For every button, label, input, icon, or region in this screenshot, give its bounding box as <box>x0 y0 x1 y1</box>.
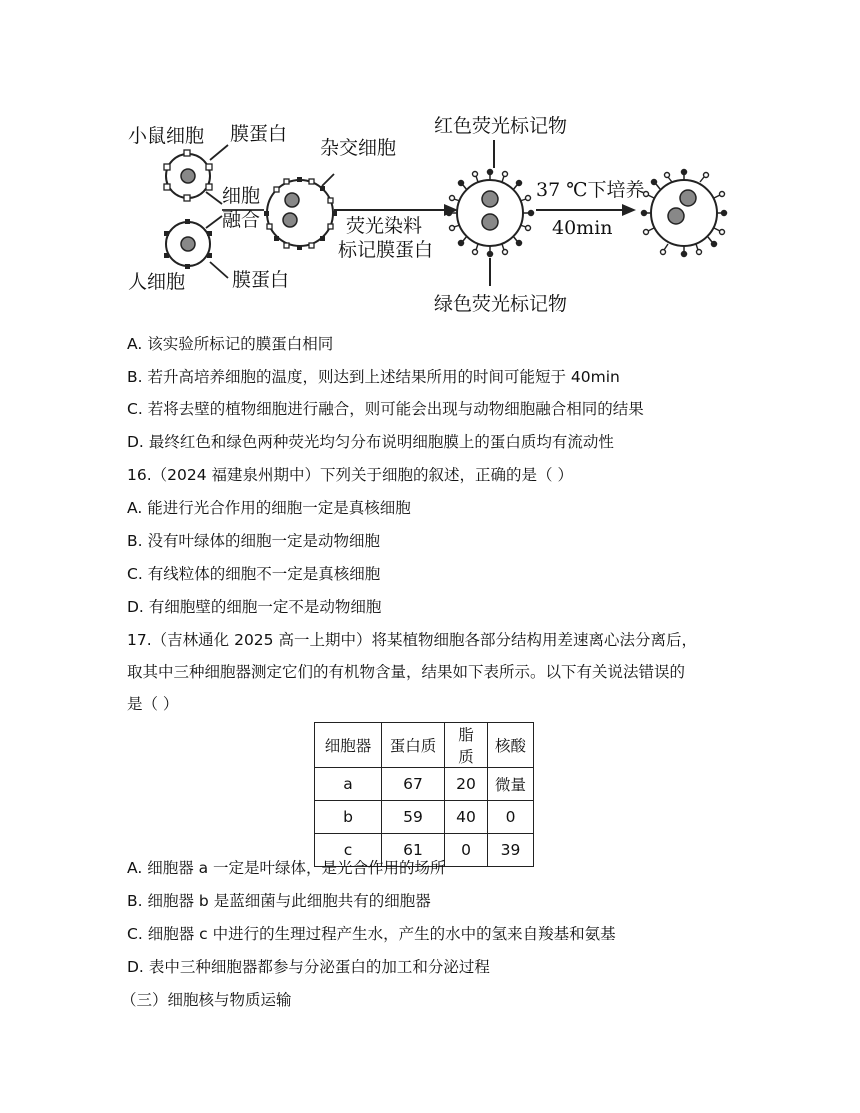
table-row <box>315 801 534 834</box>
q17-option-d-text: 表中三种细胞器都参与分泌蛋白的加工和分泌过程 <box>148 958 490 976</box>
fluorescent-dye-label-2: 标记膜蛋白 <box>338 239 434 261</box>
q15-option-d-letter: D. <box>127 433 144 451</box>
mouse-cell-label: 小鼠细胞 <box>128 125 205 147</box>
q15-option-b <box>127 367 620 387</box>
table-cell: 0 <box>445 834 488 867</box>
q15-option-b-letter: B. <box>127 368 143 386</box>
table-header-cell: 脂质 <box>445 723 488 768</box>
red-marker-label: 红色荧光标记物 <box>434 115 568 137</box>
q15-option-c <box>127 399 644 419</box>
table-header-cell: 蛋白质 <box>382 723 445 768</box>
table-cell: a <box>315 768 382 801</box>
q17-option-a-text: 细胞器 a 一定是叶绿体，是光合作用的场所 <box>147 859 446 877</box>
q16-option-b-letter: B. <box>127 532 143 550</box>
table-cell: 40 <box>445 801 488 834</box>
table-cell: b <box>315 801 382 834</box>
cell-fusion-diagram <box>124 100 732 322</box>
labeled-cell <box>447 140 534 286</box>
table-header-cell: 细胞器 <box>315 723 382 768</box>
q16-option-a-text: 能进行光合作用的细胞一定是真核细胞 <box>147 499 411 517</box>
q16-option-c-text: 有线粒体的细胞不一定是真核细胞 <box>147 565 381 583</box>
q16-option-c-letter: C. <box>127 565 143 583</box>
q17-option-d-letter: D. <box>127 958 144 976</box>
table-cell: 61 <box>382 834 445 867</box>
table-cell: 39 <box>488 834 534 867</box>
section-title: （三）细胞核与物质运输 <box>121 991 292 1009</box>
fluorescent-dye-label-1: 荧光染料 <box>346 215 423 237</box>
final-cell <box>642 170 727 257</box>
arrow-2 <box>536 204 636 216</box>
q16-option-d <box>127 597 381 617</box>
q16-option-a-letter: A. <box>127 499 143 517</box>
q15-option-d <box>127 432 614 452</box>
cell-fusion-label-2: 融合 <box>222 209 261 231</box>
table-cell: 微量 <box>488 768 534 801</box>
table-cell: 0 <box>488 801 534 834</box>
table-cell: 20 <box>445 768 488 801</box>
q17-stem-line-1: 17.（吉林通化 2025 高一上期中）将某植物细胞各部分结构用差速离心法分离后， <box>127 631 697 649</box>
table-cell: 59 <box>382 801 445 834</box>
culture-time-label: 40min <box>552 217 613 239</box>
organelle-table <box>314 722 534 867</box>
q17-option-b-text: 细胞器 b 是蓝细菌与此细胞共有的细胞器 <box>147 892 431 910</box>
table-cell: 67 <box>382 768 445 801</box>
cell-fusion-svg <box>124 100 732 322</box>
table-header-row <box>315 723 534 768</box>
table-row <box>315 768 534 801</box>
green-marker-label: 绿色荧光标记物 <box>434 293 568 315</box>
q16-option-c <box>127 564 380 584</box>
q17-stem-line-3: 是（ ） <box>127 695 179 713</box>
q17-option-c-letter: C. <box>127 925 143 943</box>
q15-option-a <box>127 334 333 354</box>
table-cell: c <box>315 834 382 867</box>
q17-option-c-text: 细胞器 c 中进行的生理过程产生水，产生的水中的氢来自羧基和氨基 <box>147 925 616 943</box>
q16-stem: 16.（2024 福建泉州期中）下列关于细胞的叙述，正确的是（ ） <box>127 466 573 484</box>
q15-option-c-letter: C. <box>127 400 143 418</box>
cell-fusion-label-1: 细胞 <box>222 185 261 207</box>
q16-option-b-text: 没有叶绿体的细胞一定是动物细胞 <box>147 532 381 550</box>
table-header-cell: 核酸 <box>488 723 534 768</box>
q17-option-a-letter: A. <box>127 859 143 877</box>
q17-option-c <box>127 924 616 944</box>
q16-option-d-letter: D. <box>127 598 144 616</box>
human-cell-label: 人细胞 <box>128 271 186 293</box>
q17-option-b <box>127 891 431 911</box>
q17-stem-line-2: 取其中三种细胞器测定它们的有机物含量，结果如下表所示。以下有关说法错误的 <box>127 663 686 681</box>
membrane-protein-top-label: 膜蛋白 <box>230 123 288 145</box>
culture-condition-label: 37 ℃下培养 <box>536 179 645 201</box>
q15-option-b-text: 若升高培养细胞的温度，则达到上述结果所用的时间可能短于 40min <box>147 368 620 386</box>
mouse-cell <box>164 150 212 201</box>
q17-option-a <box>127 858 446 878</box>
q15-option-d-text: 最终红色和绿色两种荧光均匀分布说明细胞膜上的蛋白质均有流动性 <box>148 433 614 451</box>
hybrid-cell-label: 杂交细胞 <box>320 137 397 159</box>
q16-option-b <box>127 531 380 551</box>
q16-option-a <box>127 498 411 518</box>
q15-option-a-letter: A. <box>127 335 143 353</box>
hybrid-cell <box>264 177 337 250</box>
q17-option-d <box>127 957 490 977</box>
q15-option-c-text: 若将去壁的植物细胞进行融合，则可能会出现与动物细胞融合相同的结果 <box>147 400 644 418</box>
human-cell <box>164 219 212 269</box>
q15-option-a-text: 该实验所标记的膜蛋白相同 <box>147 335 334 353</box>
q16-option-d-text: 有细胞壁的细胞一定不是动物细胞 <box>148 598 382 616</box>
membrane-protein-bottom-label: 膜蛋白 <box>232 269 290 291</box>
q17-option-b-letter: B. <box>127 892 143 910</box>
